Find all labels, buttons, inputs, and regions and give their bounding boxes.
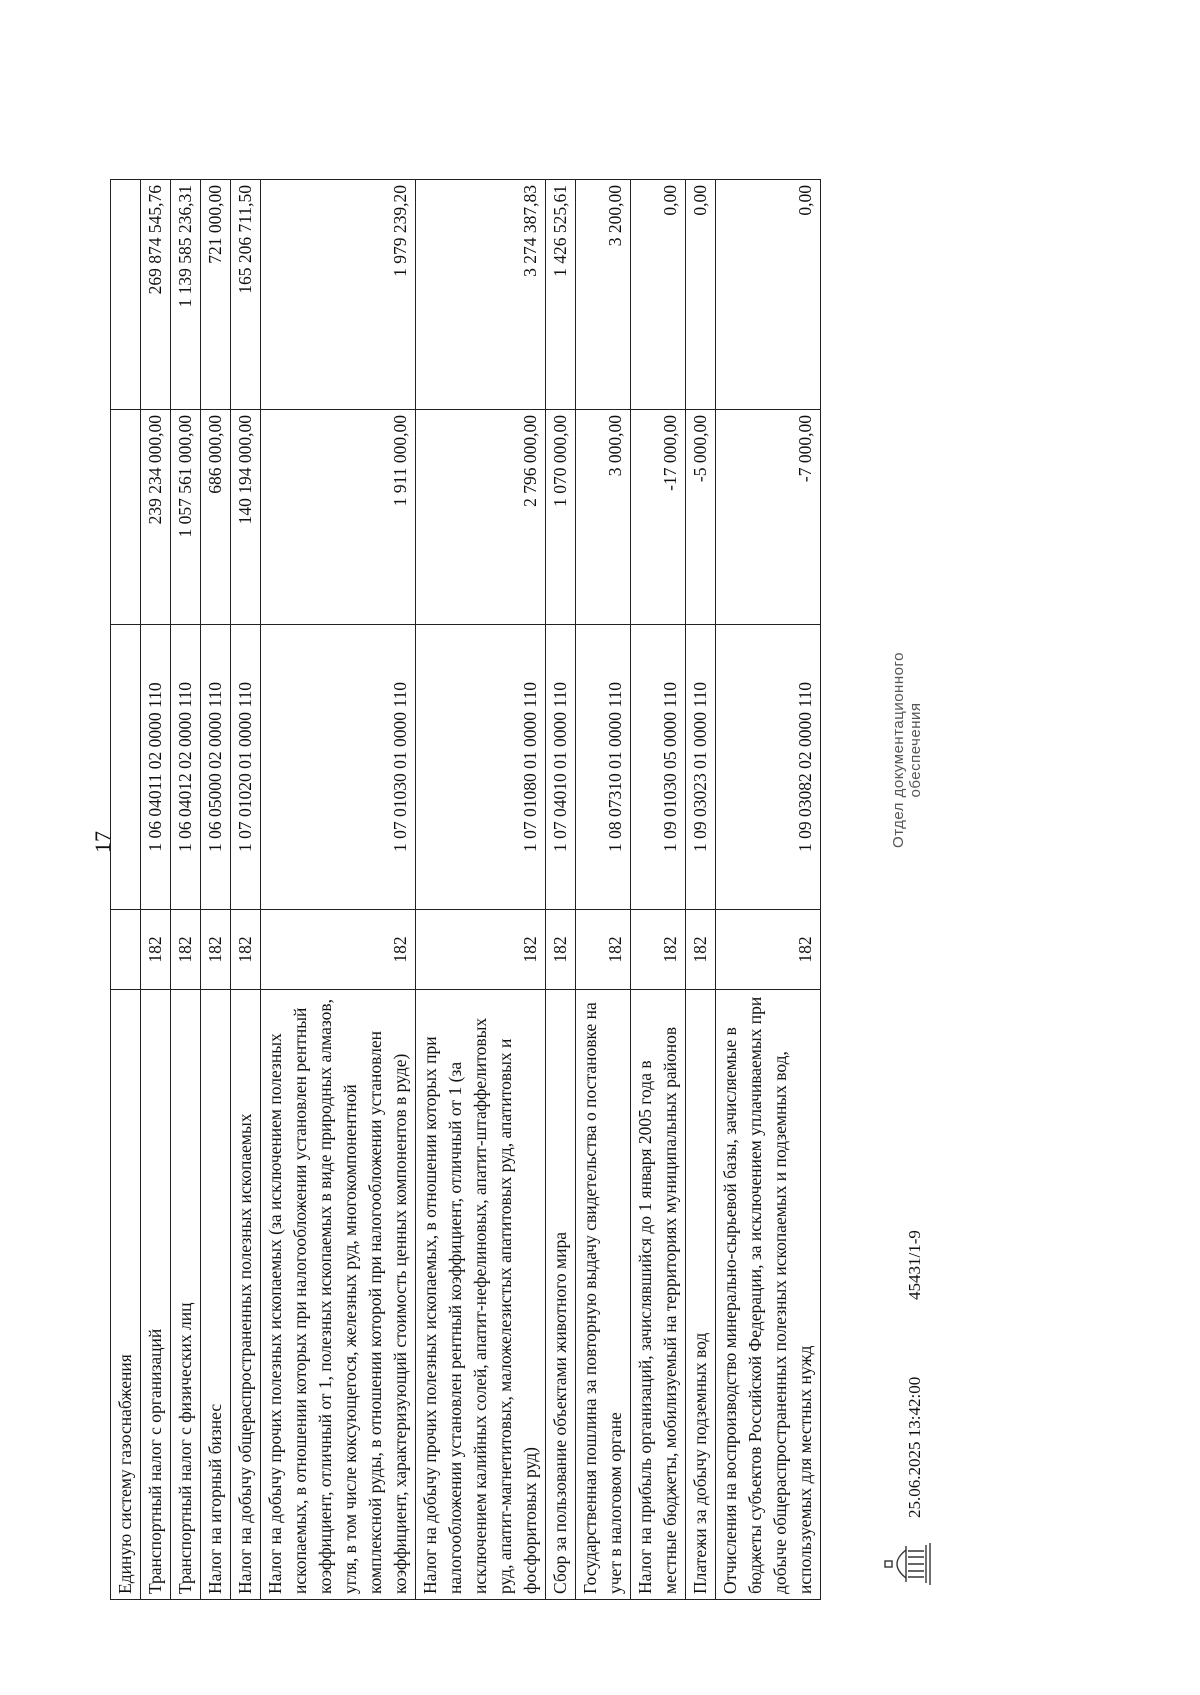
planned-amount-cell: 2 796 000,00 (416, 410, 546, 625)
rotated-content (20, 90, 1070, 1600)
budget-code-cell: 1 06 04012 02 0000 110 (171, 625, 201, 910)
budget-code-cell: 1 09 01030 05 0000 110 (631, 625, 686, 910)
table-row (231, 180, 261, 1600)
planned-amount-cell: 1 070 000,00 (546, 410, 576, 625)
budget-code-cell: 1 09 03023 01 0000 110 (686, 625, 716, 910)
table-row (576, 180, 631, 1600)
stamp-line-1: Отдел документационного (890, 652, 907, 848)
duma-emblem-icon (882, 1540, 938, 1588)
revenue-table (110, 179, 821, 1600)
actual-amount-cell: 3 274 387,83 (416, 180, 546, 410)
actual-amount-cell: 165 206 711,50 (231, 180, 261, 410)
page-number: 17 (90, 831, 115, 853)
budget-code-cell (111, 625, 141, 910)
item-name-cell: Налог на прибыль организаций, зачислявшийся до 1 января 2005 года в местные бюджеты, мобилизуемый на территориях муниципальных районов (631, 990, 686, 1600)
table-row (171, 180, 201, 1600)
admin-code-cell: 182 (261, 910, 416, 990)
stamp-line-2: обеспечения (907, 702, 924, 798)
planned-amount-cell: 3 000,00 (576, 410, 631, 625)
budget-code-cell: 1 07 01020 01 0000 110 (231, 625, 261, 910)
item-name-cell: Сбор за пользование объектами животного мира (546, 990, 576, 1600)
budget-code-cell: 1 06 05000 02 0000 110 (201, 625, 231, 910)
table-row (141, 180, 171, 1600)
actual-amount-cell: 0,00 (631, 180, 686, 410)
item-name-cell: Единую систему газоснабжения (111, 990, 141, 1600)
actual-amount-cell: 0,00 (686, 180, 716, 410)
planned-amount-cell: 239 234 000,00 (141, 410, 171, 625)
admin-code-cell: 182 (546, 910, 576, 990)
footer-doc-code: 45431/1-9 (905, 1230, 924, 1300)
planned-amount-cell: 1 057 561 000,00 (171, 410, 201, 625)
budget-code-cell: 1 08 07310 01 0000 110 (576, 625, 631, 910)
admin-code-cell: 182 (201, 910, 231, 990)
planned-amount-cell (111, 410, 141, 625)
actual-amount-cell: 1 426 525,61 (546, 180, 576, 410)
item-name-cell: Государственная пошлина за повторную выдачу свидетельства о постановке на учет в налоговом органе (576, 990, 631, 1600)
department-stamp (890, 620, 924, 880)
planned-amount-cell: 686 000,00 (201, 410, 231, 625)
admin-code-cell: 182 (416, 910, 546, 990)
admin-code-cell: 182 (631, 910, 686, 990)
budget-code-cell: 1 09 03082 02 0000 110 (716, 625, 821, 910)
planned-amount-cell: -5 000,00 (686, 410, 716, 625)
table-row (261, 180, 416, 1600)
item-name-cell: Налог на игорный бизнес (201, 990, 231, 1600)
table-row (686, 180, 716, 1600)
table-row (201, 180, 231, 1600)
table-row (416, 180, 546, 1600)
footer-datetime: 25.06.2025 13:42:00 (905, 1376, 924, 1518)
admin-code-cell: 182 (576, 910, 631, 990)
budget-code-cell: 1 07 01030 01 0000 110 (261, 625, 416, 910)
actual-amount-cell: 3 200,00 (576, 180, 631, 410)
planned-amount-cell: 1 911 000,00 (261, 410, 416, 625)
table-row (546, 180, 576, 1600)
item-name-cell: Транспортный налог с организаций (141, 990, 171, 1600)
item-name-cell: Налог на добычу общераспространенных полезных ископаемых (231, 990, 261, 1600)
item-name-cell: Налог на добычу прочих полезных ископаемых (за исключением полезных ископаемых, в отношении которых при налогообложении установлен рентный коэффициент, отличный от 1, полезных ископаемых в виде природных алмазов, угля, в том числе коксующегося, железных руд, многокомпонентной комплексной руды, в отношении которой при налогообложении установлен коэффициент, характеризующий стоимость ценных компонентов в руде) (261, 990, 416, 1600)
item-name-cell: Отчисления на воспроизводство минерально-сырьевой базы, зачисляемые в бюджеты субъектов Российской Федерации, за исключением уплачиваемых при добыче общераспространенных полезных ископаемых и подземных вод, используемых для местных нужд (716, 990, 821, 1600)
admin-code-cell: 182 (171, 910, 201, 990)
table-row (111, 180, 141, 1600)
budget-code-cell: 1 07 01080 01 0000 110 (416, 625, 546, 910)
actual-amount-cell: 1 979 239,20 (261, 180, 416, 410)
table-row (716, 180, 821, 1600)
budget-code-cell: 1 07 04010 01 0000 110 (546, 625, 576, 910)
budget-code-cell: 1 06 04011 02 0000 110 (141, 625, 171, 910)
planned-amount-cell: -7 000,00 (716, 410, 821, 625)
planned-amount-cell: -17 000,00 (631, 410, 686, 625)
actual-amount-cell: 0,00 (716, 180, 821, 410)
item-name-cell: Транспортный налог с физических лиц (171, 990, 201, 1600)
actual-amount-cell (111, 180, 141, 410)
planned-amount-cell: 140 194 000,00 (231, 410, 261, 625)
actual-amount-cell: 1 139 585 236,31 (171, 180, 201, 410)
actual-amount-cell: 721 000,00 (201, 180, 231, 410)
admin-code-cell: 182 (716, 910, 821, 990)
item-name-cell: Платежи за добычу подземных вод (686, 990, 716, 1600)
table-row (631, 180, 686, 1600)
admin-code-cell: 182 (141, 910, 171, 990)
table-body (111, 180, 821, 1600)
admin-code-cell (111, 910, 141, 990)
admin-code-cell: 182 (231, 910, 261, 990)
item-name-cell: Налог на добычу прочих полезных ископаемых, в отношении которых при налогообложении установлен рентный коэффициент, отличный от 1 (за исключением калийных солей, апатит-нефелиновых, апатит-штаффелитовых руд, апатит-магнетитовых, маложелезистых апатитовых руд, апатитовых и фосфоритовых руд) (416, 990, 546, 1600)
admin-code-cell: 182 (686, 910, 716, 990)
actual-amount-cell: 269 874 545,76 (141, 180, 171, 410)
